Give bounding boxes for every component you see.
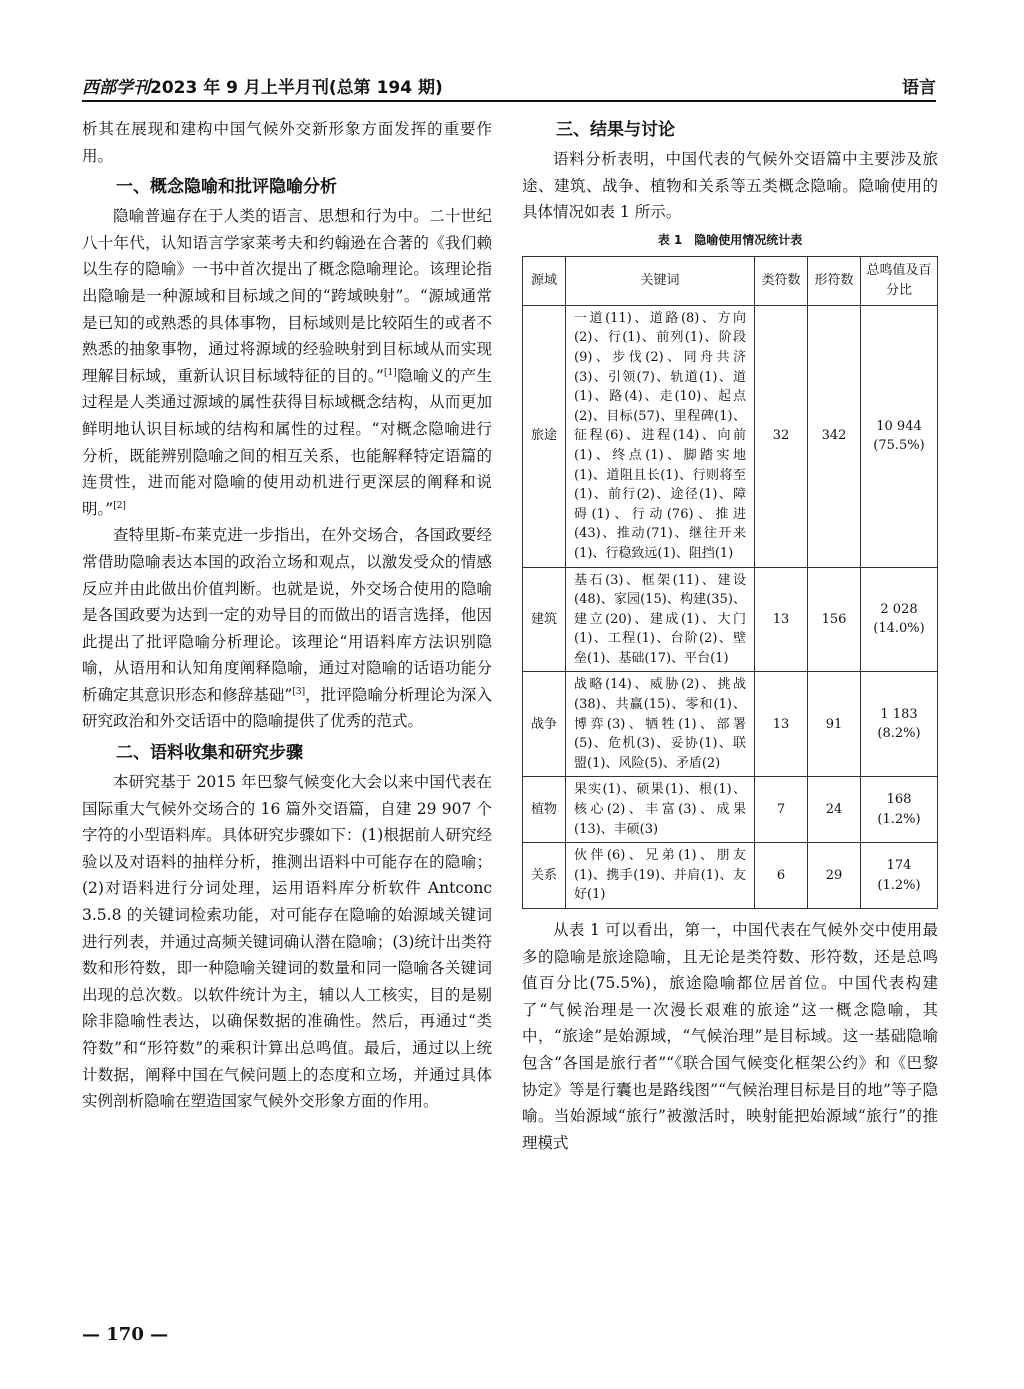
cell-tokens: 91 (808, 672, 861, 777)
cell-keywords: 果实(1)、硕果(1)、根(1)、核心(2)、丰富(3)、成果(13)、丰硕(3) (566, 777, 755, 843)
table-caption: 表 1 隐喻使用情况统计表 (657, 232, 803, 247)
cell-total (861, 672, 938, 777)
section-1-paragraph-1 (82, 203, 492, 522)
cell-keywords: 战略(14)、威胁(2)、挑战(38)、共赢(15)、零和(1)、博弈(3)、牺牲(1)、部署(5)、危机(3)、妥协(1)、联盟(1)、风险(5)、矛盾(2) (566, 672, 755, 777)
right-column (522, 116, 938, 1156)
cell-types: 7 (755, 777, 808, 843)
cell-total (861, 777, 938, 843)
table-row (523, 305, 938, 567)
citation-1: [1] (383, 367, 397, 378)
cell-tokens: 342 (808, 305, 861, 567)
cell-types: 32 (755, 305, 808, 567)
col-header-total: 总鸣值及百分比 (861, 256, 938, 305)
page-number: — 170 — (82, 1324, 169, 1345)
total-percent: (14.0%) (873, 621, 925, 637)
table-row (523, 843, 938, 909)
citation-2: [2] (113, 500, 126, 511)
cell-domain: 旅途 (523, 305, 566, 567)
total-percent: (8.2%) (877, 726, 921, 742)
cell-total (861, 305, 938, 567)
col-header-domain: 源域 (523, 256, 566, 305)
cell-total (861, 567, 938, 672)
intro-paragraph: 析其在展现和建构中国气候外交新形象方面发挥的重要作用。 (82, 120, 492, 165)
cell-types: 13 (755, 672, 808, 777)
section-1-title: 一、概念隐喻和批评隐喻分析 (116, 177, 337, 198)
section-3-paragraph-1: 语料分析表明，中国代表的气候外交语篇中主要涉及旅途、建筑、战争、植物和关系等五类概念隐喻。隐喻使用的具体情况如表 1 所示。 (522, 150, 938, 222)
cell-domain: 战争 (523, 672, 566, 777)
table-header-row (523, 256, 938, 305)
metaphor-stats-table (522, 256, 938, 909)
cell-domain: 植物 (523, 777, 566, 843)
total-percent: (1.2%) (877, 877, 921, 893)
cell-tokens: 29 (808, 843, 861, 909)
cell-tokens: 156 (808, 567, 861, 672)
header-left (82, 73, 443, 98)
total-percent: (1.2%) (877, 811, 921, 827)
issue-info: 2023 年 9 月上半月刊(总第 194 期) (150, 78, 443, 98)
left-column (82, 116, 492, 1115)
running-header (82, 74, 936, 98)
col-header-types: 类符数 (755, 256, 808, 305)
cell-tokens: 24 (808, 777, 861, 843)
cell-types: 13 (755, 567, 808, 672)
cell-domain: 建筑 (523, 567, 566, 672)
col-header-tokens: 形符数 (808, 256, 861, 305)
text-run: 查特里斯-布莱克进一步指出，在外交场合，各国政要经常借助隐喻表达本国的政治立场和观点，以激发受众的情感反应并由此做出价值判断。也就是说，外交场合使用的隐喻是各国政要为达到一定的劝导目的而做出的语言选择，他因此提出了批评隐喻分析理论。该理论“用语料库方法识别隐喻，从语用和认知角度阐释隐喻，通过对隐喻的话语功能分析确定其意识形态和修辞基础” (82, 526, 492, 704)
table-row (523, 567, 938, 672)
cell-total (861, 843, 938, 909)
text-run: ，批评隐喻分析理论为深入研究政治和外交话语中的隐喻提供了优秀的范式。 (82, 685, 492, 731)
total-value: 10 944 (876, 418, 922, 434)
cell-keywords: 伙伴(6)、兄弟(1)、朋友(1)、携手(19)、并肩(1)、友好(1) (566, 843, 755, 909)
table-row (523, 672, 938, 777)
section-3-paragraph-2: 从表 1 可以看出，第一，中国代表在气候外交中使用最多的隐喻是旅途隐喻，且无论是类符数、形符数，还是总鸣值百分比(75.5%)，旅途隐喻都位居首位。中国代表构建了“气候治理是一次漫长艰难的旅途”这一概念隐喻，其中，“旅途”是始源域，“气候治理”是目标域。这一基础隐喻包含“各国是旅行者”“《联合国气候变化框架公约》和《巴黎协定》等是行囊也是路线图”“气候治理目标是目的地”等子隐喻。当始源域“旅行”被激活时，映射能把始源域“旅行”的推理模式 (522, 921, 938, 1152)
cell-domain: 关系 (523, 843, 566, 909)
cell-types: 6 (755, 843, 808, 909)
col-header-keywords: 关键词 (566, 256, 755, 305)
cell-keywords: 基石(3)、框架(11)、建设(48)、家园(15)、构建(35)、建立(20)、建成(1)、大门(1)、工程(1)、台阶(2)、壁垒(1)、基础(17)、平台(1) (566, 567, 755, 672)
citation-3: [3] (292, 686, 306, 697)
journal-logo: 西部学刊 (82, 78, 150, 98)
section-3-title: 三、结果与讨论 (556, 120, 675, 140)
text-run: 隐喻普遍存在于人类的语言、思想和行为中。二十世纪八十年代，认知语言学家莱考夫和约翰逊在合著的《我们赖以生存的隐喻》一书中首次提出了概念隐喻理论。该理论指出隐喻是一种源域和目标域之间的“跨域映射”。“源域通常是已知的或熟悉的具体事物，目标域则是比较陌生的或者不熟悉的抽象事物，通过将源域的经验映射到目标域从而实现理解目标域，重新认识目标域特征的目的。” (82, 207, 492, 385)
total-percent: (75.5%) (873, 438, 925, 454)
table-row (523, 777, 938, 843)
cell-keywords: 一道(11)、道路(8)、方向(2)、行(1)、前列(1)、阶段(9)、步伐(2)、同舟共济(3)、引领(7)、轨道(1)、道(1)、路(4)、走(10)、起点(2)、目标(57)、里程碑(1)、征程(6)、进程(14)、向前(1)、终点(1)、脚踏实地(1)、道阻且长(1)、行则将至(1)、前行(2)、途径(1)、障碍(1)、行动(76)、推进(43)、推动(71)、继往开来(1)、行稳致远(1)、阻挡(1) (566, 305, 755, 567)
section-label: 语言 (902, 78, 936, 98)
total-value: 2 028 (880, 601, 918, 617)
text-run: 隐喻义的产生过程是人类通过源域的属性获得目标域概念结构，从而更加鲜明地认识目标域的结构和属性的过程。“对概念隐喻进行分析，既能辨别隐喻之间的相互关系，也能解释特定语篇的连贯性，进而能对隐喻的使用动机进行更深层的阐释和说明。” (82, 366, 492, 518)
total-value: 174 (886, 858, 912, 874)
total-value: 1 183 (880, 706, 918, 722)
total-value: 168 (886, 792, 912, 808)
section-2-paragraph-1: 本研究基于 2015 年巴黎气候变化大会以来中国代表在国际重大气候外交场合的 16 篇外交语篇，自建 29 907 个字符的小型语料库。具体研究步骤如下：(1)根据前人研究经验以及对语料的抽样分析，推测出语料中可能存在的隐喻；(2)对语料进行分词处理，运用语料库分析软件 Antconc 3.5.8 的关键词检索功能，对可能存在隐喻的始源域关键词进行列表，并通过高频关键词确认潜在隐喻；(3)统计出类符数和形符数，即一种隐喻关键词的数量和同一隐喻各关键词出现的总次数。以软件统计为主，辅以人工核实，目的是剔除非隐喻性表达，以确保数据的准确性。然后，再通过“类符数”和“形符数”的乘积计算出总鸣值。最后，通过以上统计数据，阐释中国在气候问题上的态度和立场，并通过具体实例剖析隐喻在塑造国家气候外交形象方面的作用。 (82, 773, 492, 1111)
section-1-paragraph-2 (82, 522, 492, 735)
header-rule (82, 100, 936, 102)
section-2-title: 二、语料收集和研究步骤 (116, 743, 303, 764)
